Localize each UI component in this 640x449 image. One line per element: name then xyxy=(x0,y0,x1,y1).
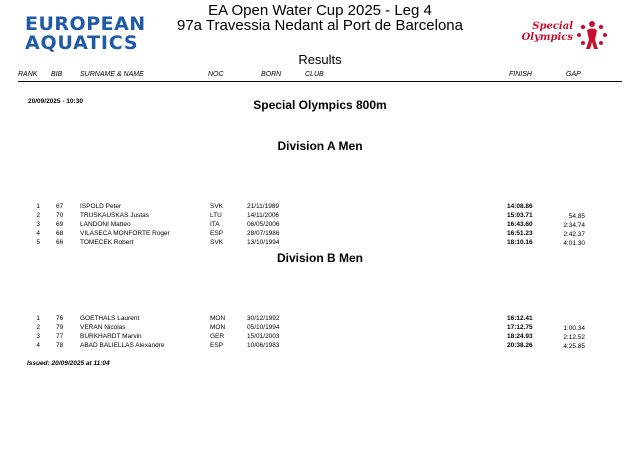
finish-time: 16:51.23 xyxy=(507,230,533,237)
bib: 66 xyxy=(56,239,64,246)
rank: 1 xyxy=(36,315,40,322)
col-rank: RANK xyxy=(18,71,38,78)
bib: 79 xyxy=(56,324,64,331)
event-venue-title: 97a Travessia Nedant al Port de Barcelona xyxy=(176,17,463,34)
noc: ITA xyxy=(210,221,220,228)
noc: SVK xyxy=(210,203,224,210)
logo-line-2: AQUATICS xyxy=(25,32,139,54)
athlete-name: LANDONI Matteo xyxy=(80,221,131,228)
so-line-1: Special xyxy=(532,21,573,32)
rank: 4 xyxy=(36,342,40,349)
noc: SVK xyxy=(210,239,224,246)
bib: 70 xyxy=(56,212,64,219)
athlete-name: TOMECEK Robert xyxy=(80,239,134,246)
gap: 4:25.85 xyxy=(563,343,585,350)
bib: 78 xyxy=(56,342,64,349)
bib: 67 xyxy=(56,203,64,210)
special-olympics-wordmark xyxy=(515,21,573,43)
rank: 3 xyxy=(36,221,40,228)
bib: 69 xyxy=(56,221,64,228)
table-row xyxy=(0,239,640,247)
noc: LTU xyxy=(210,212,222,219)
finish-time: 20:38.26 xyxy=(507,342,533,349)
noc: ESP xyxy=(210,342,224,349)
competition-title: EA Open Water Cup 2025 - Leg 4 xyxy=(208,2,432,19)
gap: 1:00.34 xyxy=(563,325,585,332)
table-row xyxy=(0,221,640,229)
rank: 5 xyxy=(36,239,40,246)
finish-time: 16:12.41 xyxy=(507,315,533,322)
col-club: CLUB xyxy=(305,71,324,78)
athlete-name: TRUSKAUSKAS Justas xyxy=(80,212,149,219)
header-divider xyxy=(18,81,622,82)
born: 14/11/2006 xyxy=(247,212,280,219)
event-title: Special Olympics 800m xyxy=(253,98,387,112)
gap: 4:01.30 xyxy=(563,240,585,247)
bib: 68 xyxy=(56,230,64,237)
noc: GER xyxy=(210,333,225,340)
finish-time: 17:12.75 xyxy=(507,324,533,331)
table-row xyxy=(0,333,640,341)
athlete-name: BURKHARDT Marvin xyxy=(80,333,142,340)
col-bib: BIB xyxy=(51,71,63,78)
born: 06/05/2006 xyxy=(247,221,280,228)
noc: MON xyxy=(210,324,226,331)
rank: 1 xyxy=(36,203,40,210)
finish-time: 15:03.71 xyxy=(507,212,533,219)
finish-time: 16:43.60 xyxy=(507,221,533,228)
born: 05/10/1994 xyxy=(247,324,280,331)
table-row xyxy=(0,315,640,323)
finish-time: 18:24.93 xyxy=(507,333,533,340)
logo-line-1: EUROPEAN xyxy=(25,13,146,35)
issued-timestamp: Issued: 20/09/2025 at 11:04 xyxy=(27,360,110,367)
event-datetime: 20/09/2025 - 10:30 xyxy=(28,98,83,105)
division-b-title: Division B Men xyxy=(276,251,363,265)
table-row xyxy=(0,212,640,220)
table-row xyxy=(0,324,640,332)
col-gap: GAP xyxy=(566,71,581,78)
table-row xyxy=(0,230,640,238)
born: 15/01/2003 xyxy=(247,333,280,340)
col-noc: NOC xyxy=(208,71,224,78)
born: 10/06/1983 xyxy=(247,342,280,349)
gap: 2:42.37 xyxy=(563,231,585,238)
gap: 2:12.52 xyxy=(563,334,585,341)
results-heading: Results xyxy=(298,52,342,67)
finish-time: 18:10.16 xyxy=(507,239,533,246)
athlete-name: ABAD BALIELLAS Alexandre xyxy=(80,342,165,349)
athlete-name: ISPOLD Peter xyxy=(80,203,122,210)
born: 30/12/1992 xyxy=(247,315,280,322)
col-finish: FINISH xyxy=(509,71,532,78)
noc: MON xyxy=(210,315,226,322)
so-line-2: Olympics xyxy=(521,32,573,43)
table-row xyxy=(0,203,640,211)
col-name: SURNAME & NAME xyxy=(80,71,144,78)
noc: ESP xyxy=(210,230,224,237)
special-olympics-emblem-icon xyxy=(575,18,609,52)
born: 13/10/1994 xyxy=(247,239,280,246)
special-olympics-logo xyxy=(515,18,615,50)
col-born: BORN xyxy=(261,71,282,78)
rank: 3 xyxy=(36,333,40,340)
athlete-name: VILASECA MONFORTE Roger xyxy=(80,230,170,237)
finish-time: 14:08.86 xyxy=(507,203,533,210)
table-row xyxy=(0,342,640,350)
born: 28/07/1986 xyxy=(247,230,280,237)
born: 21/11/1989 xyxy=(247,203,280,210)
athlete-name: VERAN Nicolas xyxy=(80,324,126,331)
rank: 2 xyxy=(36,212,40,219)
bib: 77 xyxy=(56,333,64,340)
gap: 2:34.74 xyxy=(563,222,585,229)
gap: 54.85 xyxy=(568,213,585,220)
athlete-name: GOETHALS Laurent xyxy=(80,315,140,322)
bib: 76 xyxy=(56,315,64,322)
rank: 4 xyxy=(36,230,40,237)
division-a-title: Division A Men xyxy=(277,139,363,153)
rank: 2 xyxy=(36,324,40,331)
